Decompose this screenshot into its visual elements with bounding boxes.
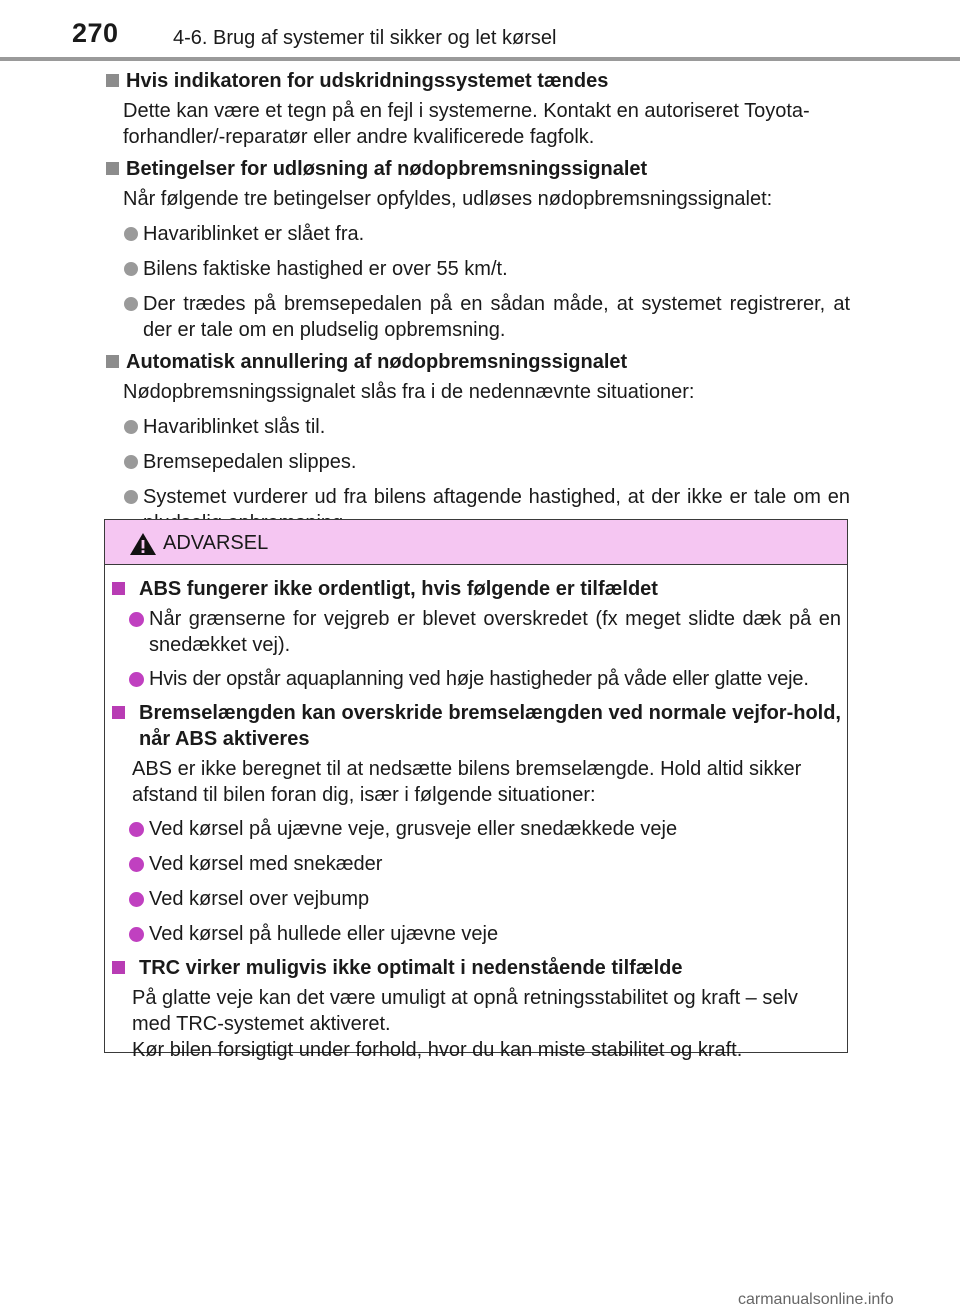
section-text-auto-cancel: Nødopbremsningssignalet slås fra i de nedennævnte situationer: bbox=[123, 381, 695, 403]
bullet-dot-icon bbox=[124, 490, 138, 504]
warning-text-trc-2: Kør bilen forsigtigt under forhold, hvor du kan miste stabilitet og kraft. bbox=[132, 1039, 743, 1061]
section-text-trigger-conditions: Når følgende tre betingelser opfyldes, udløses nødopbremsningssignalet: bbox=[123, 188, 773, 210]
warning-body bbox=[105, 576, 849, 1068]
warning-header bbox=[105, 520, 847, 565]
watermark: carmanualsonline.info bbox=[738, 1291, 894, 1308]
bullet-dot-icon bbox=[124, 227, 138, 241]
warning-label: ADVARSEL bbox=[163, 532, 269, 554]
bullet-dot-icon bbox=[129, 822, 144, 837]
bullet-dot-icon bbox=[124, 262, 138, 276]
section-heading-trigger-conditions: Betingelser for udløsning af nødopbremsningssignalet bbox=[104, 156, 850, 182]
bullet-dot-icon bbox=[124, 455, 138, 469]
list-item bbox=[104, 221, 850, 247]
list-item bbox=[104, 291, 850, 343]
warning-text-trc-1: På glatte veje kan det være umuligt at opnå retningsstabilitet og kraft – selv med TRC-systemet aktiveret. bbox=[132, 987, 798, 1035]
list-item-text: Ved kørsel over vejbump bbox=[149, 888, 370, 910]
list-item bbox=[104, 256, 850, 282]
bullet-dot-icon bbox=[129, 857, 144, 872]
bullet-dot-icon bbox=[129, 927, 144, 942]
warning-triangle-icon bbox=[129, 532, 157, 556]
list-item-text: Ved kørsel på hullede eller ujævne veje bbox=[149, 923, 499, 945]
warning-box bbox=[104, 519, 848, 1061]
list-item bbox=[105, 666, 841, 692]
bullet-dot-icon bbox=[129, 892, 144, 907]
list-item-text: Ved kørsel på ujævne veje, grusveje eller snedækkede veje bbox=[149, 818, 678, 840]
warning-text-braking-distance: ABS er ikke beregnet til at nedsætte bilens bremselængde. Hold altid sikker afstand til bilen foran dig, især i følgende situationer: bbox=[132, 758, 802, 806]
list-item-text: Bilens faktiske hastighed er over 55 km/t. bbox=[143, 258, 508, 280]
list-item bbox=[105, 606, 841, 658]
list-item-text: Hvis der opstår aquaplanning ved høje hastigheder på våde eller glatte veje. bbox=[149, 668, 809, 690]
list-item-text: Ved kørsel med snekæder bbox=[149, 853, 383, 875]
list-item bbox=[105, 921, 841, 947]
section-heading-auto-cancel: Automatisk annullering af nødopbremsningssignalet bbox=[104, 349, 850, 375]
section-text-indicator: Dette kan være et tegn på en fejl i systemerne. Kontakt en autoriseret Toyota-forhandler/-reparatør eller andre kvalificerede fagfolk. bbox=[123, 100, 810, 148]
page-header bbox=[0, 0, 960, 62]
list-item-text: Bremsepedalen slippes. bbox=[143, 451, 357, 473]
header-divider bbox=[0, 57, 960, 61]
list-item bbox=[104, 414, 850, 440]
main-content bbox=[104, 68, 850, 541]
warning-heading-abs: ABS fungerer ikke ordentligt, hvis følgende er tilfældet bbox=[111, 576, 841, 602]
page-number: 270 bbox=[72, 18, 119, 48]
list-item bbox=[105, 816, 841, 842]
list-item-text: Havariblinket slås til. bbox=[143, 416, 326, 438]
list-item-text: Der trædes på bremsepedalen på en sådan måde, at systemet registrerer, at der er tale om en pludselig opbremsning. bbox=[143, 293, 850, 341]
list-item bbox=[105, 851, 841, 877]
warning-heading-braking-distance: Bremselængden kan overskride bremselængden ved normale vejfor-hold, når ABS aktiveres bbox=[111, 700, 841, 752]
list-item bbox=[104, 449, 850, 475]
section-title: 4-6. Brug af systemer til sikker og let kørsel bbox=[173, 27, 557, 49]
warning-heading-trc: TRC virker muligvis ikke optimalt i nedenstående tilfælde bbox=[111, 955, 841, 981]
list-item-text: Når grænserne for vejgreb er blevet overskredet (fx meget slidte dæk på en snedækket vej). bbox=[149, 608, 841, 656]
list-item-text: Systemet vurderer ud fra bilens aftagende hastighed, at der ikke er tale om en bbox=[143, 486, 850, 508]
bullet-dot-icon bbox=[124, 420, 138, 434]
section-heading-indicator: Hvis indikatoren for udskridningssystemet tændes bbox=[104, 68, 850, 94]
bullet-dot-icon bbox=[129, 612, 144, 627]
list-item-text: Havariblinket er slået fra. bbox=[143, 223, 365, 245]
bullet-dot-icon bbox=[124, 297, 138, 311]
bullet-dot-icon bbox=[129, 672, 144, 687]
list-item bbox=[105, 886, 841, 912]
